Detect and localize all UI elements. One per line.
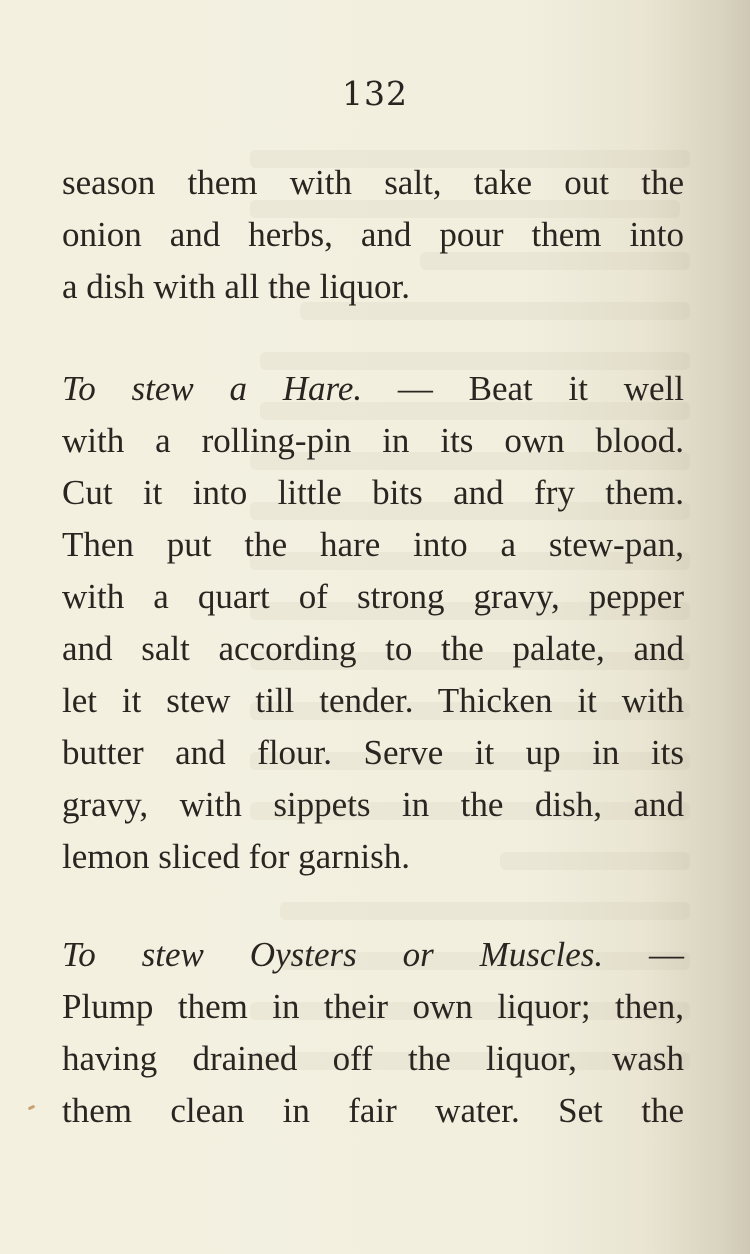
text-line: butter and flour. Serve it up in its [62,733,684,772]
text-line: them clean in fair water. Set the [62,1091,684,1130]
paper-speck [28,1105,36,1111]
text-line: lemon sliced for garnish. [62,837,410,876]
em-dash: — [362,369,469,408]
paragraph-continuation [62,157,684,313]
recipe-title: To stew a Hare. [62,369,363,408]
recipe-heading-line [62,929,684,981]
text-line: gravy, with sippets in the dish, and [62,785,684,824]
recipe-stew-oysters [62,929,684,1137]
text-line: Cut it into little bits and fry them. [62,473,684,512]
text-line: with a quart of strong gravy, pepper [62,577,684,616]
recipe-heading-line [62,363,684,415]
text-line: a dish with all the liquor. [62,267,411,306]
recipe-stew-hare [62,363,684,883]
text-line: onion and herbs, and pour them into [62,215,684,254]
page-number: 132 [342,74,408,113]
text-line: with a rolling-pin in its own blood. [62,421,684,460]
text-line: let it stew till tender. Thicken it with [62,681,684,720]
text-line: and salt according to the palate, and [62,629,684,668]
text-line: Then put the hare into a stew-pan, [62,525,684,564]
text-line: season them with salt, take out the [62,163,684,202]
text-fragment: Beat it well [468,369,684,408]
text-line: having drained off the liquor, wash [62,1039,684,1078]
recipe-title: To stew Oysters or Muscles. [62,935,604,974]
em-dash: — [603,935,684,974]
text-line: Plump them in their own liquor; then, [62,987,684,1026]
